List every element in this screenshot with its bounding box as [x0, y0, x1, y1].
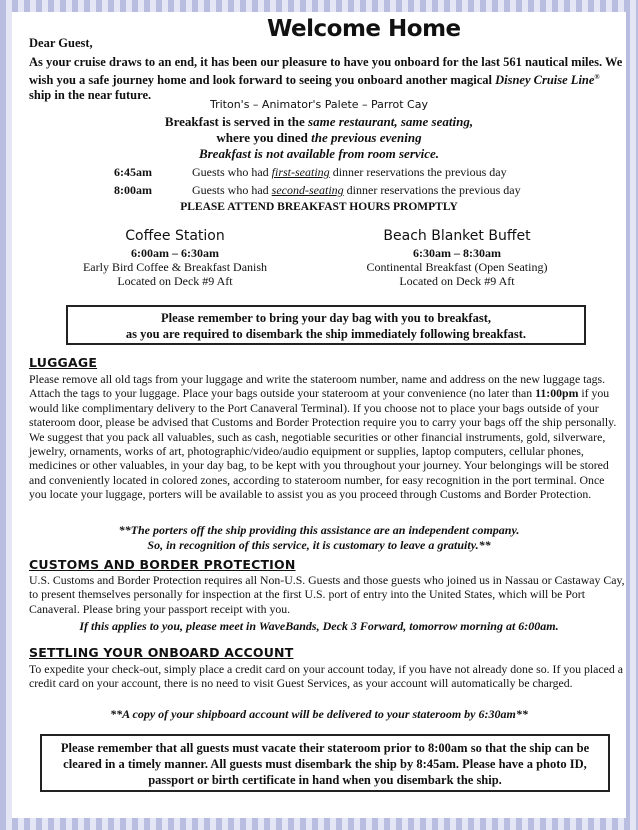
- breakfast-line-1: Breakfast is served in the same restaurant, same seating,: [164, 114, 474, 129]
- option-desc: Early Bird Coffee & Breakfast Danish: [82, 260, 268, 274]
- option-hours: 6:30am – 8:30am: [413, 246, 501, 260]
- option-name: Coffee Station: [125, 228, 225, 244]
- option-location: Located on Deck #9 Aft: [399, 274, 515, 288]
- option-beach-blanket-buffet: [332, 229, 582, 288]
- page-title: Welcome Home: [267, 16, 461, 42]
- breakfast-line-2: where you dined the previous evening: [216, 130, 422, 145]
- attend-notice: PLEASE ATTEND BREAKFAST HOURS PROMPTLY: [180, 201, 458, 213]
- option-desc: Continental Breakfast (Open Seating): [366, 260, 548, 274]
- customs-note: If this applies to you, please meet in WaveBands, Deck 3 Forward, tomorrow morning at 6:00am.: [79, 619, 559, 633]
- greeting: Dear Guest,: [29, 36, 93, 50]
- letter-body: [12, 12, 626, 818]
- option-coffee-station: [50, 229, 300, 288]
- breakfast-time-row: 6:45am Guests who had first-seating dinner reservations the previous day: [114, 165, 507, 179]
- brand-name: Disney Cruise Line: [495, 73, 595, 88]
- breakfast-line-3: Breakfast is not available from room service.: [198, 146, 440, 161]
- intro-paragraph: As your cruise draws to an end, it has been our pleasure to have you onboard for the last 561 nautical miles. We wish you a safe journey home and look forward to seeing you onboard another magical Disney Cruise Line® ship in the near future.: [29, 55, 623, 103]
- account-paragraph: To expedite your check-out, simply place a credit card on your account today, if you have not already done so. If you placed a credit card on your account, there is no need to visit Guest Services, as your account will automatically be charged.: [29, 662, 623, 691]
- customs-paragraph: U.S. Customs and Border Protection requires all Non-U.S. Guests and those guests who joined us in Nassau or Castaway Cay, to present themselves personally for inspection at the first U.S. port of entry into the United States, which will be Port Canaveral. Please bring your passport receipt with you.: [29, 573, 625, 616]
- luggage-paragraph: Please remove all old tags from your luggage and write the stateroom number, name and address on the new luggage tags. Attach the tags to your luggage. Place your bags outside your stateroom at your convenience (no later than 11:00pm if you would like complimentary delivery to the Port Canaveral Terminal). If you choose not to place your bags outside of your stateroom door, please be advised that Customs and Border Protection require you to carry your bags off the ship personally. We suggest that you pack all valuables, such as cash, negotiable securities or other financial instruments, gold, silverware, jewelry, ornaments, works of art, photographic/video/audio equipment or supplies, laptop computers, cellular phones, medicines or other valuables, in your day bag, to be kept with you throughout your journey. Your belongings will be stored and conveniently located in colored zones, according to stateroom number, for easy recognition in the port terminal. Once you locate your luggage, porters will be available to assist you as you proceed through Customs and Border Protection.: [29, 372, 617, 502]
- customs-heading: CUSTOMS AND BORDER PROTECTION: [29, 557, 296, 572]
- restaurant-venues: Triton's – Animator's Palete – Parrot Cay: [209, 98, 428, 111]
- account-heading: SETTLING YOUR ONBOARD ACCOUNT: [29, 645, 294, 660]
- option-name: Beach Blanket Buffet: [383, 228, 531, 244]
- option-hours: 6:00am – 6:30am: [131, 246, 219, 260]
- luggage-heading: LUGGAGE: [29, 355, 98, 370]
- breakfast-time-row: 8:00am Guests who had second-seating dinner reservations the previous day: [114, 183, 521, 197]
- porter-note: **The porters off the ship providing this assistance are an independent company. So, in recognition of this service, it is customary to leave a gratuity.**: [118, 523, 520, 552]
- vacate-notice: Please remember that all guests must vacate their stateroom prior to 8:00am so that the ship can be cleared in a timely manner. All guests must disembark the ship by 8:45am. Please have a photo ID, passport or birth certificate in hand when you disembark the ship.: [40, 734, 610, 792]
- option-location: Located on Deck #9 Aft: [117, 274, 233, 288]
- day-bag-notice: Please remember to bring your day bag with you to breakfast, as you are required to disembark the ship immediately following breakfast.: [66, 305, 586, 345]
- account-note: **A copy of your shipboard account will be delivered to your stateroom by 6:30am**: [110, 707, 528, 721]
